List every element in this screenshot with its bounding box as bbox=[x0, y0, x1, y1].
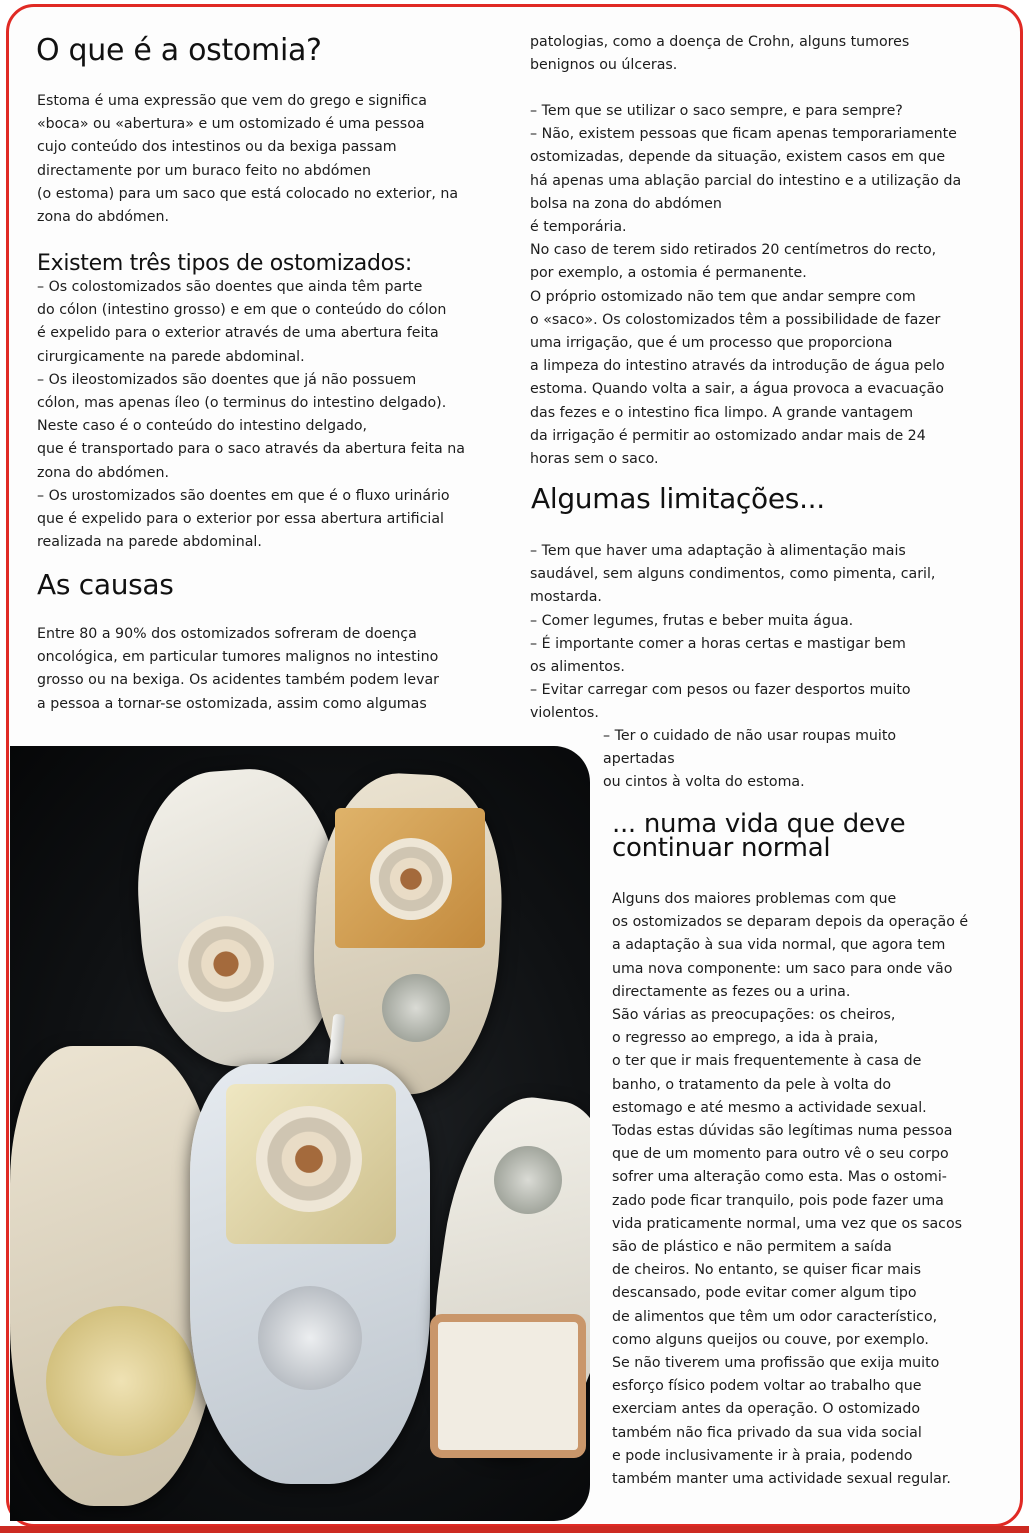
life-heading-line2: continuar normal bbox=[612, 833, 831, 863]
ostomy-pouches-photo bbox=[10, 746, 590, 1521]
flange-top-left bbox=[178, 916, 274, 1012]
title-o-que-e-a-ostomia: O que é a ostomia? bbox=[36, 33, 322, 68]
life-paragraph: Alguns dos maiores problemas com que os ostomizados se deparam depois da operação é a adaptação à sua vida normal, que agora tem uma nova componente: um saco para onde vão directamente as fezes ou a urina. São várias as preocupações: os cheiros, o regresso ao emprego, a ida à praia, o ter que ir mais frequentemente à casa de banho, o tratamento da pele à volta do estomago e até mesmo a actividade sexual. Todas estas dúvidas são legítimas numa pessoa que de um momento para outro vê o seu corpo sofrer uma alteração como esta. Mas o ostomi- zado pode ficar tranquilo, pois pode fazer uma vida praticamente normal, uma vez que os sacos são de plástico e não permitem a saída de cheiros. No entanto, se quiser ficar mais descansado, pode evitar comer algum tipo de alimentos que têm um odor característico, como alguns queijos ou couve, por exemplo. Se não tiverem uma profissão que exija muito esforço físico podem voltar ao trabalho que exerciam antes da operação. O ostomizado também não fica privado da sua vida social e pode inclusivamente ir à praia, podendo também manter uma actividade sexual regular. bbox=[612, 891, 969, 1488]
filter-window-left bbox=[46, 1306, 196, 1456]
limits-paragraph: – Tem que haver uma adaptação à alimentação mais saudável, sem alguns condimentos, como pimenta, caril, mostarda. – Comer legumes, frutas e beber muita água. – É importante comer a horas certas e mastigar bem os alimentos. – Evitar carregar com pesos ou fazer desportos muito violentos. bbox=[530, 543, 936, 722]
limits-heading: Algumas limitações... bbox=[531, 482, 825, 515]
qa-paragraph: – Tem que se utilizar o saco sempre, e para sempre? – Não, existem pessoas que ficam apenas temporariamente ostomizadas, depende da situação, existem casos em que há apenas uma ablação parcial do intestino e a utilização da bolsa na zona do abdómen é temporária. No caso de terem sido retirados 20 centímetros do recto, por exemplo, a ostomia é permanente. O próprio ostomizado não tem que andar sempre com o «saco». Os colostomizados têm a possibilidade de fazer uma irrigação, que é um processo que proporciona a limpeza do intestino através da introdução de água pelo estoma. Quando volta a sair, a água provoca a evacuação das fezes e o intestino fica limpo. A grande vantagem da irrigação é permitir ao ostomizado andar mais de 24 horas sem o saco. bbox=[530, 103, 962, 468]
causes-heading: As causas bbox=[37, 568, 174, 601]
adhesive-square-outline bbox=[430, 1314, 586, 1458]
causes-paragraph: Entre 80 a 90% dos ostomizados sofreram de doença oncológica, em particular tumores malignos no intestino grosso ou na bexiga. Os acidentes também podem levar a pessoa a tornar-se ostomizada, assim como algumas bbox=[37, 626, 440, 712]
types-heading: Existem três tipos de ostomizados: bbox=[37, 251, 413, 276]
intro-paragraph: Estoma é uma expressão que vem do grego e significa «boca» ou «abertura» e um ostomizado é uma pessoa cujo conteúdo dos intestinos ou da bexiga passam directamente por um buraco feito no abdómen (o estoma) para um saco que está colocado no exterior, na zona do abdómen. bbox=[37, 93, 459, 226]
filter-window-right bbox=[494, 1146, 562, 1214]
flange-center bbox=[256, 1106, 362, 1212]
life-heading-line1: ... numa vida que deve bbox=[612, 809, 906, 839]
limits-last-item: – Ter o cuidado de não usar roupas muito apertadas ou cintos à volta do estoma. bbox=[603, 728, 897, 791]
flange-top-right bbox=[370, 838, 452, 920]
bottom-strip bbox=[0, 1526, 1029, 1533]
types-paragraph: – Os colostomizados são doentes que ainda têm parte do cólon (intestino grosso) e em que o conteúdo do cólon é expelido para o exterior através de uma abertura feita cirurgicamente na parede abdominal. – Os ileostomizados são doentes que já não possuem cólon, mas apenas íleo (o terminus do intestino delgado). Neste caso é o conteúdo do intestino delgado, que é transportado para o saco através da abertura feita na zona do abdómen. – Os urostomizados são doentes em que é o fluxo urinário que é expelido para o exterior por essa abertura artificial realizada na parede abdominal. bbox=[37, 279, 465, 551]
filter-window-center bbox=[258, 1286, 362, 1390]
filter-window-top-right bbox=[382, 974, 450, 1042]
causes-continuation: patologias, como a doença de Crohn, alguns tumores benignos ou úlceras. bbox=[530, 34, 910, 74]
